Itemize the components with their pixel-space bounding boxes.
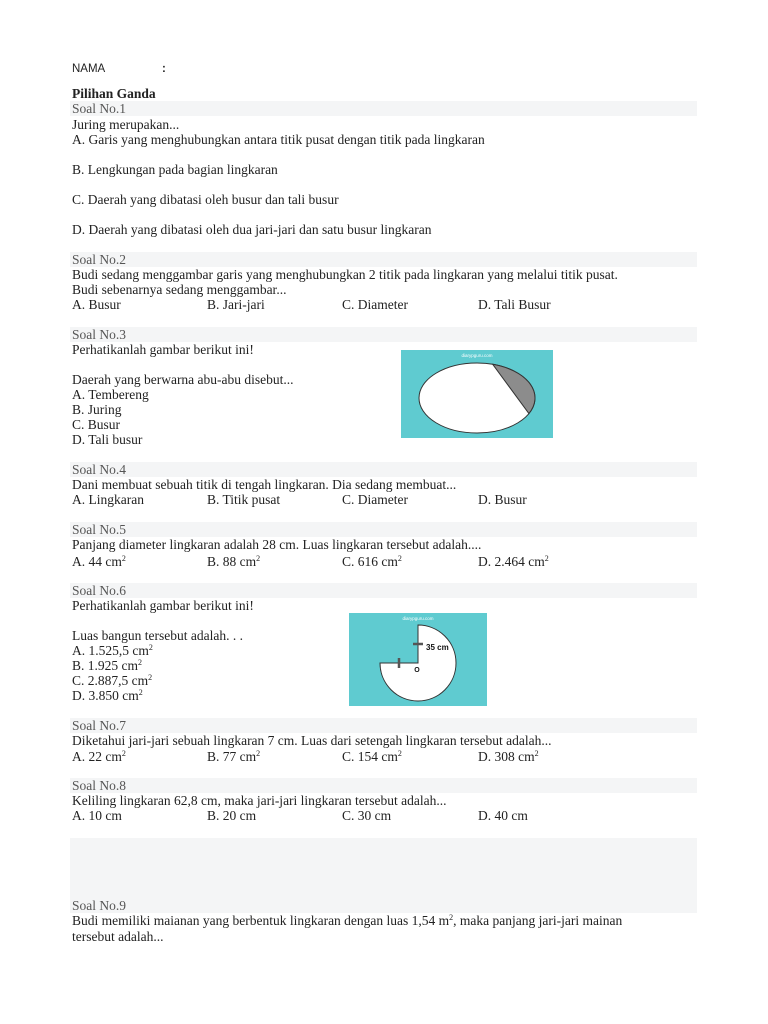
- q8-title: Soal No.8: [72, 778, 126, 793]
- question-band: [70, 778, 697, 793]
- q6-question-line2: Luas bangun tersebut adalah. . .: [72, 628, 243, 643]
- q5-option-a: A. 44 $cm^2$: [72, 554, 126, 569]
- q6-question-line1: Perhatikanlah gambar berikut ini!: [72, 598, 254, 613]
- q8-option-a: A. 10 cm: [72, 808, 122, 823]
- question-band: [70, 101, 697, 116]
- q1-option-c: C. Daerah yang dibatasi oleh busur dan tali busur: [72, 192, 339, 207]
- q8-option-c: C. 30 cm: [342, 808, 392, 823]
- q4-option-b: B. Titik pusat: [207, 492, 281, 507]
- q7-option-d: D. 308 $cm^2$: [478, 749, 539, 764]
- q4-question: Dani membuat sebuah titik di tengah lingkaran. Dia sedang membuat...: [72, 477, 457, 492]
- question-band: [70, 252, 697, 267]
- q5-option-c: C. 616 $cm^2$: [342, 554, 402, 569]
- q3-option-c: C. Busur: [72, 417, 121, 432]
- q1-option-d: D. Daerah yang dibatasi oleh dua jari-jari dan satu busur lingkaran: [72, 222, 432, 237]
- q1-option-a: A. Garis yang menghubungkan antara titik pusat dengan titik pada lingkaran: [72, 132, 485, 147]
- q3-option-d: D. Tali busur: [72, 432, 143, 447]
- q4-title: Soal No.4: [72, 462, 126, 477]
- question-band: [70, 522, 697, 537]
- circle-segment-diagram: [401, 350, 553, 438]
- q6-option-a: A. 1.525,5 $cm^2$: [72, 643, 153, 658]
- name-label: NAMA: [72, 63, 106, 75]
- q5-title: Soal No.5: [72, 522, 126, 537]
- sector-shape: [380, 625, 456, 701]
- section-title: Pilihan Ganda: [72, 86, 156, 101]
- q3-figure-segment: [401, 350, 553, 438]
- q2-option-a: A. Busur: [72, 297, 121, 312]
- q9-question-line2: tersebut adalah...: [72, 929, 164, 944]
- q5-option-d: D. 2.464 $cm^2$: [478, 554, 549, 569]
- q6-option-d: D. 3.850 $cm^2$: [72, 688, 143, 703]
- q1-title: Soal No.1: [72, 101, 126, 116]
- q7-option-c: C. 154 $cm^2$: [342, 749, 402, 764]
- three-quarter-circle-diagram: [349, 613, 487, 706]
- q8-option-d: D. 40 cm: [478, 808, 528, 823]
- q3-question-line1: Perhatikanlah gambar berikut ini!: [72, 342, 254, 357]
- q3-question-line2: Daerah yang berwarna abu-abu disebut...: [72, 372, 294, 387]
- q8-question: Keliling lingkaran 62,8 cm, maka jari-jari lingkaran tersebut adalah...: [72, 793, 447, 808]
- q4-option-c: C. Diameter: [342, 492, 408, 507]
- q3-title: Soal No.3: [72, 327, 126, 342]
- q2-option-b: B. Jari-jari: [207, 297, 265, 312]
- q6-option-b: B. 1.925 $cm^2$: [72, 658, 142, 673]
- q7-title: Soal No.7: [72, 718, 126, 733]
- q6-figure-caption: diarypguru.com: [402, 616, 434, 621]
- question-band: [70, 327, 697, 342]
- q3-option-a: A. Tembereng: [72, 387, 149, 402]
- q2-option-c: C. Diameter: [342, 297, 408, 312]
- name-colon: :: [162, 63, 166, 75]
- q3-option-b: B. Juring: [72, 402, 122, 417]
- q2-question-line1: Budi sedang menggambar garis yang menghubungkan 2 titik pada lingkaran yang melalui titik pusat.: [72, 267, 618, 282]
- q1-option-b: B. Lengkungan pada bagian lingkaran: [72, 162, 278, 177]
- q3-figure-caption: diarypguru.com: [461, 353, 493, 358]
- q4-option-d: D. Busur: [478, 492, 527, 507]
- center-label: O: [414, 667, 420, 674]
- q7-option-a: A. 22 $cm^2$: [72, 749, 126, 764]
- question-band: [70, 583, 697, 598]
- question-band: [70, 462, 697, 477]
- q5-option-b: B. 88 $cm^2$: [207, 554, 261, 569]
- q9-question-line1: Budi memiliki maianan yang berbentuk lingkaran dengan luas 1,54 $m^2$, maka panjang jari-jari mainan: [72, 913, 623, 928]
- question-band: [70, 718, 697, 733]
- q6-option-c: C. 2.887,5 $cm^2$: [72, 673, 153, 688]
- q2-title: Soal No.2: [72, 252, 126, 267]
- radius-label: 35 cm: [426, 643, 449, 652]
- q1-question: Juring merupakan...: [72, 117, 180, 132]
- q6-title: Soal No.6: [72, 583, 126, 598]
- blank-shaded-area: [70, 838, 697, 913]
- q4-option-a: A. Lingkaran: [72, 492, 144, 507]
- q5-question: Panjang diameter lingkaran adalah 28 cm. Luas lingkaran tersebut adalah....: [72, 537, 482, 552]
- q8-option-b: B. 20 cm: [207, 808, 257, 823]
- q9-title: Soal No.9: [72, 898, 126, 913]
- q7-option-b: B. 77 $cm^2$: [207, 749, 261, 764]
- q7-question: Diketahui jari-jari sebuah lingkaran 7 cm. Luas dari setengah lingkaran tersebut adalah...: [72, 733, 552, 748]
- q2-option-d: D. Tali Busur: [478, 297, 551, 312]
- q6-figure-three-quarter-circle: [349, 613, 487, 706]
- q2-question-line2: Budi sebenarnya sedang menggambar...: [72, 282, 287, 297]
